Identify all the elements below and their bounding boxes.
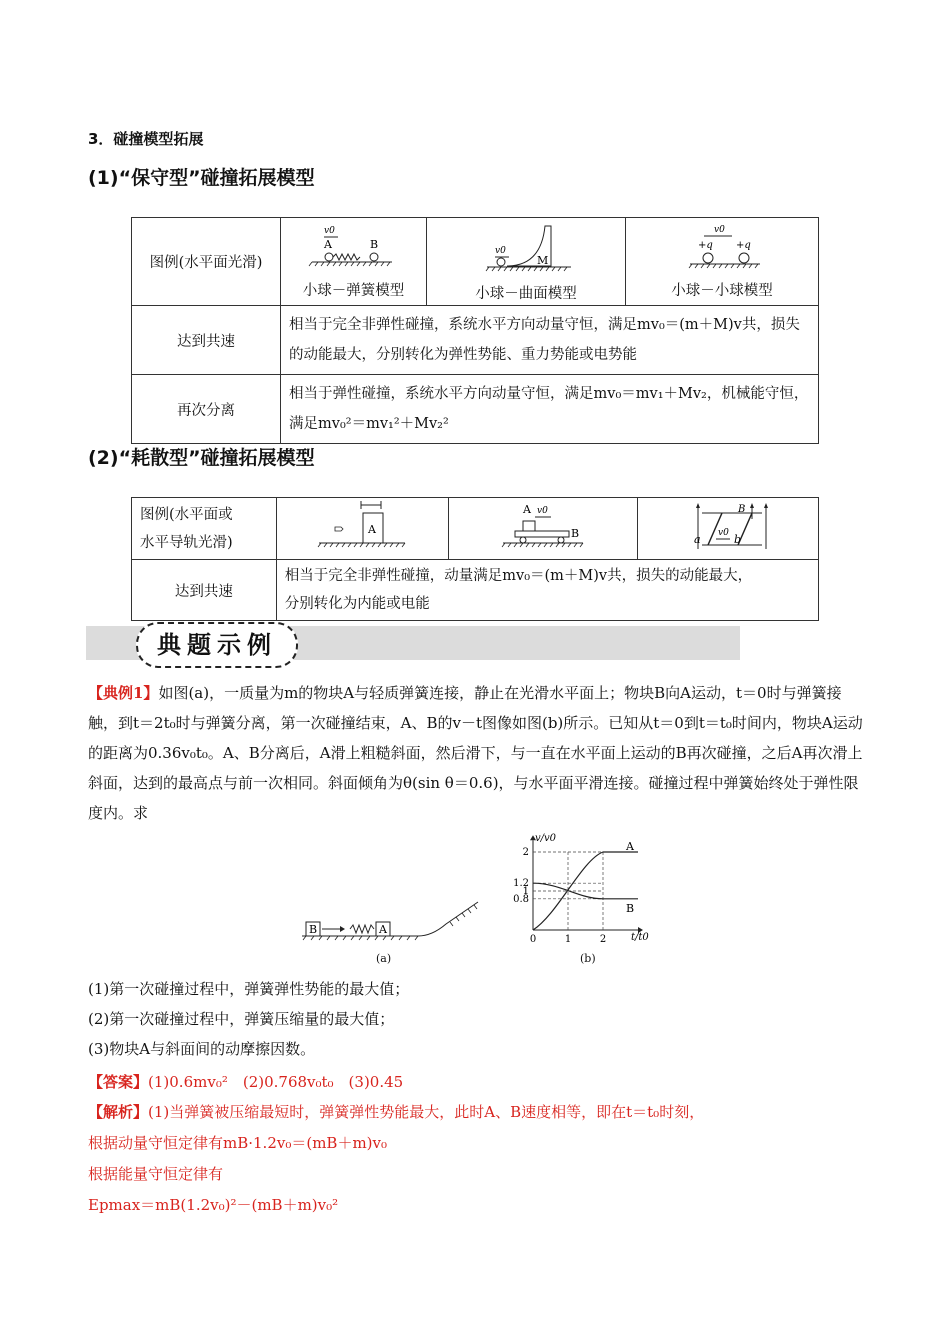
common-velocity-text-2: 相当于完全非弹性碰撞，动量满足mv₀＝(m＋M)v共，损失的动能最大， 分别转化为内能或电能	[276, 560, 818, 621]
svg-text:B: B	[571, 526, 580, 540]
figure-a	[298, 900, 488, 948]
answer-text: (1)0.6mv₀² (2)0.768v₀t₀ (3)0.45	[148, 1073, 404, 1091]
dissipative-model-table	[131, 497, 819, 621]
example-paragraph	[88, 678, 866, 828]
v0-label: v0	[323, 226, 335, 236]
analysis-line-2: 根据动量守恒定律有mB·1.2v₀＝(mB＋m)v₀	[88, 1134, 388, 1152]
example-body: 如图(a)，一质量为m的物块A与轻质弹簧连接，静止在光滑水平面上；物块B向A运动，t＝0时与弹簧接触，到t＝2t₀时与弹簧分离，第一次碰撞结束，A、B的v－t图像如图(b)所示。已知从t＝0到t＝t₀时间内，物块A运动的距离为0.36v₀t₀。A、B分离后，A滑上粗糙斜面，然后滑下，与一直在水平面上运动的B再次碰撞，之后A再次滑上斜面，达到的最高点与前一次相同。斜面倾角为θ(sin θ＝0.6)，与水平面平滑连接。碰撞过程中弹簧始终处于弹性限度内。求	[88, 684, 863, 822]
svg-text:M: M	[537, 254, 549, 267]
common-velocity-text: 相当于完全非弹性碰撞，系统水平方向动量守恒，满足mv₀＝(m＋M)v共，损失的动能最大，分别转化为弹性势能、重力势能或电势能	[281, 306, 819, 375]
common-velocity-label: 达到共速	[132, 306, 281, 375]
block-bullet-figure	[283, 499, 443, 555]
ball-b-label: B	[369, 238, 378, 251]
curve-model-cell	[427, 218, 626, 306]
question-2: (2)第一次碰撞过程中，弹簧压缩量的最大值；	[88, 1010, 395, 1028]
answer-tag: 【答案】	[88, 1073, 149, 1091]
svg-text:B: B	[738, 503, 746, 515]
separation-label: 再次分离	[132, 375, 281, 444]
svg-text:v0: v0	[495, 246, 506, 256]
block-bullet-figure-cell	[276, 498, 449, 560]
spring-model-caption: 小球－弹簧模型	[302, 283, 405, 299]
spring-model-cell	[281, 218, 427, 306]
svg-text:b: b	[734, 532, 742, 546]
svg-text:a: a	[694, 532, 701, 546]
svg-text:A: A	[523, 502, 532, 516]
svg-text:v0: v0	[714, 225, 725, 235]
y-tick-label: 1	[522, 886, 529, 897]
ball-ball-model-figure	[632, 223, 812, 275]
caption-a: (a)	[376, 952, 392, 965]
y-tick-label: 1.2	[513, 878, 529, 890]
curve-model-figure	[431, 220, 621, 278]
chart-xlabel: t/t0	[631, 932, 649, 943]
ball-ball-model-cell	[626, 218, 819, 306]
block-board-figure	[453, 499, 633, 555]
svg-text:+q: +q	[698, 240, 713, 251]
svg-text:v0: v0	[537, 505, 548, 516]
svg-text:+q: +q	[736, 240, 751, 251]
x-tick-label: 2	[599, 934, 607, 945]
fig-a-block-a: A	[379, 923, 387, 936]
ball-a-label: A	[323, 238, 332, 251]
legend-label-2: 图例(水平面或 水平导轨光滑)	[132, 498, 277, 560]
analysis-line-1: 【解析】(1)当弹簧被压缩最短时，弹簧弹性势能最大，此时A、B速度相等，即在t＝t₀时刻，	[88, 1103, 705, 1121]
separation-text: 相当于弹性碰撞，系统水平方向动量守恒，满足mv₀＝mv₁＋Mv₂，机械能守恒，满足mv₀²＝mv₁²＋Mv₂²	[281, 375, 819, 444]
rails-figure	[638, 499, 818, 555]
caption-b: (b)	[580, 952, 596, 965]
ball-ball-caption: 小球－小球模型	[671, 283, 773, 299]
fig-a-block-b: B	[309, 923, 318, 936]
example-tag: 【典例1】	[88, 684, 159, 702]
legend-label: 图例(水平面光滑)	[132, 218, 281, 306]
example-banner-title: 典题示例	[136, 622, 298, 668]
subsection-heading-2: (2)“耗散型”碰撞拓展模型	[88, 447, 315, 469]
answer-line	[88, 1067, 866, 1097]
vt-chart	[505, 828, 655, 946]
curve-model-caption: 小球－曲面模型	[475, 286, 577, 302]
block-board-figure-cell	[449, 498, 638, 560]
section-heading: 3．碰撞模型拓展	[88, 130, 204, 148]
analysis-line-4: Epmax＝mB(1.2v₀)²－(mB＋m)v₀²	[88, 1196, 339, 1214]
subsection-heading-1: (1)“保守型”碰撞拓展模型	[88, 167, 315, 189]
analysis-line-3: 根据能量守恒定律有	[88, 1165, 224, 1183]
common-velocity-label-2: 达到共速	[132, 560, 277, 621]
x-tick-label: 1	[564, 934, 572, 945]
y-tick-label: 2	[522, 847, 529, 858]
rails-figure-cell	[638, 498, 819, 560]
svg-text:A: A	[367, 522, 376, 536]
chart-ylabel: v/v0	[535, 833, 557, 844]
conservative-model-table	[131, 217, 819, 444]
svg-text:v0: v0	[718, 527, 729, 538]
y-tick-label: 0.8	[513, 893, 529, 905]
question-1: (1)第一次碰撞过程中，弹簧弹性势能的最大值；	[88, 980, 410, 998]
x-tick-label: 0	[529, 934, 537, 945]
series-B-label: B	[626, 901, 635, 915]
analysis-tag: 【解析】	[88, 1103, 149, 1121]
spring-model-figure	[284, 223, 424, 275]
question-3: (3)物块A与斜面间的动摩擦因数。	[88, 1040, 316, 1058]
series-A-label: A	[626, 840, 634, 853]
